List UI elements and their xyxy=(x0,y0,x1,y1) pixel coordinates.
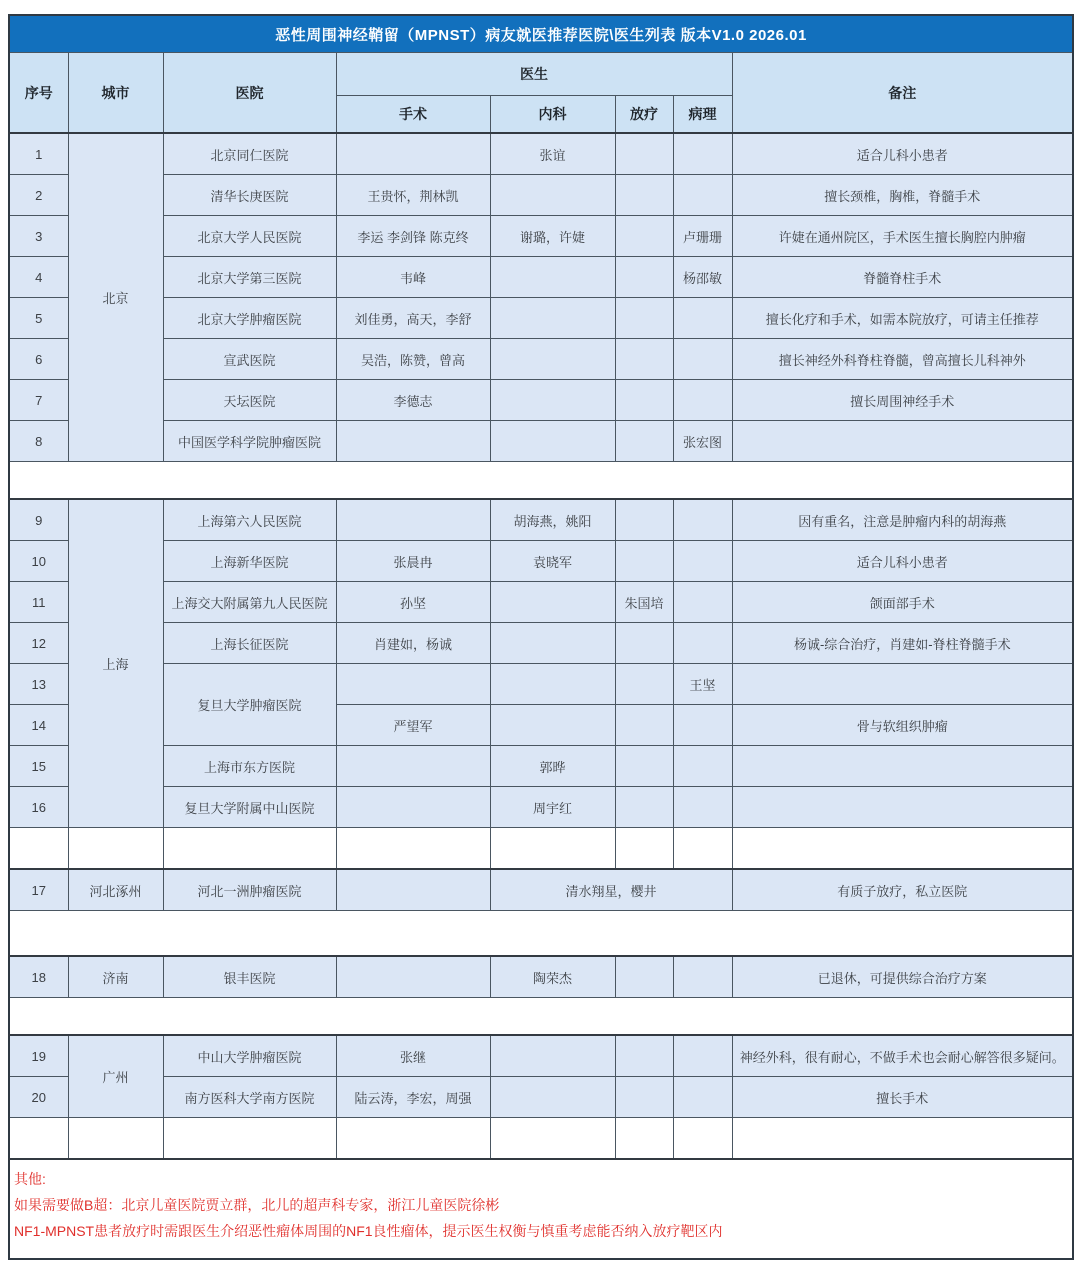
cell-internal-medicine xyxy=(490,339,615,380)
cell-radiotherapy xyxy=(615,1035,673,1077)
table-row xyxy=(9,133,1073,175)
cell-pathology xyxy=(673,623,732,664)
cell-internal-medicine: 张谊 xyxy=(490,133,615,175)
section-gap xyxy=(9,911,1073,957)
notes-other-label: 其他: xyxy=(14,1171,46,1187)
cell-internal-medicine xyxy=(490,664,615,705)
cell-pathology xyxy=(673,705,732,746)
cell-internal-medicine xyxy=(490,623,615,664)
col-header-pathology: 病理 xyxy=(673,96,732,134)
cell-pathology: 王坚 xyxy=(673,664,732,705)
cell-pathology xyxy=(673,956,732,998)
cell-hospital: 北京大学肿瘤医院 xyxy=(163,298,336,339)
table-row xyxy=(9,421,1073,462)
cell-index: 4 xyxy=(9,257,68,298)
cell-hospital: 上海第六人民医院 xyxy=(163,499,336,541)
cell-index: 6 xyxy=(9,339,68,380)
cell-radiotherapy xyxy=(615,828,673,870)
cell-radiotherapy xyxy=(615,623,673,664)
section-gap xyxy=(9,998,1073,1036)
cell-city: 上海 xyxy=(68,499,163,828)
cell-radiotherapy xyxy=(615,298,673,339)
cell-hospital: 银丰医院 xyxy=(163,956,336,998)
cell-internal-medicine xyxy=(490,257,615,298)
cell-remark xyxy=(732,1118,1073,1160)
col-header-remark: 备注 xyxy=(732,53,1073,134)
col-header-surgery: 手术 xyxy=(336,96,490,134)
cell-surgery: 李德志 xyxy=(336,380,490,421)
cell-index: 11 xyxy=(9,582,68,623)
cell-internal-medicine: 袁晓军 xyxy=(490,541,615,582)
cell-internal-medicine xyxy=(490,1077,615,1118)
cell-surgery: 严望军 xyxy=(336,705,490,746)
cell-radiotherapy xyxy=(615,380,673,421)
cell-hospital: 上海交大附属第九人民医院 xyxy=(163,582,336,623)
cell-surgery xyxy=(336,664,490,705)
cell-radiotherapy xyxy=(615,541,673,582)
cell-remark xyxy=(732,787,1073,828)
cell-remark: 适合儿科小患者 xyxy=(732,541,1073,582)
cell-radiotherapy xyxy=(615,421,673,462)
cell-radiotherapy xyxy=(615,175,673,216)
col-header-hospital: 医院 xyxy=(163,53,336,134)
cell-index: 16 xyxy=(9,787,68,828)
cell-pathology xyxy=(673,828,732,870)
cell-radiotherapy xyxy=(615,956,673,998)
table-row xyxy=(9,339,1073,380)
cell-index: 17 xyxy=(9,869,68,911)
table-row xyxy=(9,1077,1073,1118)
cell-surgery xyxy=(336,828,490,870)
cell-index: 3 xyxy=(9,216,68,257)
cell-remark: 颌面部手术 xyxy=(732,582,1073,623)
cell-surgery xyxy=(336,1118,490,1160)
cell-index: 15 xyxy=(9,746,68,787)
cell-internal-medicine: 谢璐，许婕 xyxy=(490,216,615,257)
cell-remark: 擅长神经外科脊柱脊髓，曾高擅长儿科神外 xyxy=(732,339,1073,380)
cell-pathology xyxy=(673,133,732,175)
cell-internal-medicine xyxy=(490,380,615,421)
cell-city: 北京 xyxy=(68,133,163,462)
table-row xyxy=(9,499,1073,541)
cell-surgery xyxy=(336,499,490,541)
cell-hospital: 宣武医院 xyxy=(163,339,336,380)
table-row xyxy=(9,298,1073,339)
cell-internal-medicine xyxy=(490,705,615,746)
cell-city xyxy=(68,1118,163,1160)
cell-surgery: 李运 李剑锋 陈克终 xyxy=(336,216,490,257)
cell-hospital: 中山大学肿瘤医院 xyxy=(163,1035,336,1077)
cell-pathology xyxy=(673,380,732,421)
cell-hospital: 北京大学第三医院 xyxy=(163,257,336,298)
cell-index: 18 xyxy=(9,956,68,998)
cell-remark: 有质子放疗，私立医院 xyxy=(732,869,1073,911)
cell-remark: 神经外科，很有耐心，不做手术也会耐心解答很多疑问。 xyxy=(732,1035,1073,1077)
cell-index: 13 xyxy=(9,664,68,705)
cell-index: 7 xyxy=(9,380,68,421)
col-header-doctor-group: 医生 xyxy=(336,53,732,96)
cell-internal-medicine xyxy=(490,175,615,216)
cell-remark: 杨诚-综合治疗，肖建如-脊柱脊髓手术 xyxy=(732,623,1073,664)
cell-remark: 擅长化疗和手术，如需本院放疗，可请主任推荐 xyxy=(732,298,1073,339)
footer-notes xyxy=(9,1159,1073,1259)
cell-internal-medicine: 胡海燕，姚阳 xyxy=(490,499,615,541)
cell-surgery: 陆云涛，李宏，周强 xyxy=(336,1077,490,1118)
table-row xyxy=(9,257,1073,298)
cell-radiotherapy xyxy=(615,257,673,298)
cell-index: 1 xyxy=(9,133,68,175)
cell-remark xyxy=(732,421,1073,462)
title-bar xyxy=(9,15,1073,53)
cell-index: 20 xyxy=(9,1077,68,1118)
cell-pathology xyxy=(673,339,732,380)
page-title: 恶性周围神经鞘留（MPNST）病友就医推荐医院\医生列表 版本V1.0 2026.01 xyxy=(9,15,1073,53)
table-row xyxy=(9,175,1073,216)
table-row xyxy=(9,541,1073,582)
cell-surgery: 王贵怀，荆林凯 xyxy=(336,175,490,216)
table-row xyxy=(9,582,1073,623)
cell-radiotherapy xyxy=(615,499,673,541)
cell-pathology xyxy=(673,541,732,582)
section-gap xyxy=(9,462,1073,500)
cell-surgery: 张继 xyxy=(336,1035,490,1077)
cell-pathology xyxy=(673,1077,732,1118)
cell-radiotherapy xyxy=(615,1118,673,1160)
cell-surgery xyxy=(336,133,490,175)
cell-surgery: 韦峰 xyxy=(336,257,490,298)
table-row xyxy=(9,787,1073,828)
cell-hospital: 中国医学科学院肿瘤医院 xyxy=(163,421,336,462)
cell-hospital: 清华长庚医院 xyxy=(163,175,336,216)
cell-pathology xyxy=(673,1118,732,1160)
cell-hospital xyxy=(163,1118,336,1160)
cell-surgery xyxy=(336,787,490,828)
cell-surgery: 孙坚 xyxy=(336,582,490,623)
cell-surgery: 肖建如，杨诚 xyxy=(336,623,490,664)
cell-surgery: 张晨冉 xyxy=(336,541,490,582)
table-row xyxy=(9,746,1073,787)
cell-surgery xyxy=(336,869,490,911)
cell-pathology: 杨邵敏 xyxy=(673,257,732,298)
cell-index xyxy=(9,1118,68,1160)
cell-hospital: 河北一洲肿瘤医院 xyxy=(163,869,336,911)
cell-remark: 擅长手术 xyxy=(732,1077,1073,1118)
table-row xyxy=(9,664,1073,705)
cell-surgery: 刘佳勇，高天，李舒 xyxy=(336,298,490,339)
cell-pathology xyxy=(673,1035,732,1077)
cell-radiotherapy xyxy=(615,664,673,705)
cell-hospital: 南方医科大学南方医院 xyxy=(163,1077,336,1118)
col-header-city: 城市 xyxy=(68,53,163,134)
table-row xyxy=(9,869,1073,911)
cell-radiotherapy xyxy=(615,216,673,257)
cell-hospital xyxy=(163,828,336,870)
cell-remark xyxy=(732,746,1073,787)
cell-radiotherapy xyxy=(615,133,673,175)
cell-remark: 适合儿科小患者 xyxy=(732,133,1073,175)
cell-internal-medicine xyxy=(490,1035,615,1077)
cell-remark: 骨与软组织肿瘤 xyxy=(732,705,1073,746)
cell-index: 14 xyxy=(9,705,68,746)
cell-hospital: 天坛医院 xyxy=(163,380,336,421)
cell-pathology xyxy=(673,499,732,541)
table-row xyxy=(9,623,1073,664)
cell-internal-medicine: 周宇红 xyxy=(490,787,615,828)
cell-remark: 擅长周围神经手术 xyxy=(732,380,1073,421)
cell-remark: 已退休，可提供综合治疗方案 xyxy=(732,956,1073,998)
cell-index: 2 xyxy=(9,175,68,216)
hospital-doctor-table xyxy=(8,14,1074,1260)
empty-row xyxy=(9,828,1073,870)
cell-index: 8 xyxy=(9,421,68,462)
cell-pathology: 卢珊珊 xyxy=(673,216,732,257)
header-row-1 xyxy=(9,53,1073,96)
col-header-index: 序号 xyxy=(9,53,68,134)
cell-city: 广州 xyxy=(68,1035,163,1118)
cell-radiotherapy: 朱国培 xyxy=(615,582,673,623)
cell-hospital: 北京同仁医院 xyxy=(163,133,336,175)
cell-hospital: 复旦大学肿瘤医院 xyxy=(163,664,336,746)
table-row xyxy=(9,216,1073,257)
cell-radiotherapy xyxy=(615,746,673,787)
cell-index: 10 xyxy=(9,541,68,582)
cell-pathology xyxy=(673,582,732,623)
table-row xyxy=(9,956,1073,998)
empty-row xyxy=(9,1118,1073,1160)
cell-surgery xyxy=(336,956,490,998)
cell-internal-medicine xyxy=(490,298,615,339)
cell-pathology xyxy=(673,787,732,828)
cell-index: 12 xyxy=(9,623,68,664)
cell-radiotherapy xyxy=(615,1077,673,1118)
cell-hospital: 北京大学人民医院 xyxy=(163,216,336,257)
notes-line-ultrasound: 如果需要做B超：北京儿童医院贾立群，北儿的超声科专家，浙江儿童医院徐彬 xyxy=(14,1197,500,1213)
cell-remark: 许婕在通州院区，手术医生擅长胸腔内肿瘤 xyxy=(732,216,1073,257)
cell-surgery xyxy=(336,421,490,462)
cell-hospital: 复旦大学附属中山医院 xyxy=(163,787,336,828)
cell-remark xyxy=(732,828,1073,870)
cell-internal-medicine xyxy=(490,828,615,870)
cell-internal-medicine xyxy=(490,1118,615,1160)
cell-index xyxy=(9,828,68,870)
notes-line-nf1: NF1-MPNST患者放疗时需跟医生介绍恶性瘤体周围的NF1良性瘤体，提示医生权衡与慎重考虑能否纳入放疗靶区内 xyxy=(14,1223,723,1239)
cell-pathology xyxy=(673,298,732,339)
cell-index: 5 xyxy=(9,298,68,339)
col-header-radiotherapy: 放疗 xyxy=(615,96,673,134)
cell-pathology: 张宏图 xyxy=(673,421,732,462)
cell-index: 9 xyxy=(9,499,68,541)
cell-remark: 擅长颈椎，胸椎，脊髓手术 xyxy=(732,175,1073,216)
cell-remark: 因有重名，注意是肿瘤内科的胡海燕 xyxy=(732,499,1073,541)
cell-hospital: 上海新华医院 xyxy=(163,541,336,582)
cell-city: 河北涿州 xyxy=(68,869,163,911)
cell-remark xyxy=(732,664,1073,705)
cell-radiotherapy xyxy=(615,787,673,828)
cell-radiotherapy xyxy=(615,339,673,380)
cell-index: 19 xyxy=(9,1035,68,1077)
cell-internal-medicine: 郭晔 xyxy=(490,746,615,787)
cell-internal-medicine xyxy=(490,421,615,462)
cell-city xyxy=(68,828,163,870)
table-row xyxy=(9,380,1073,421)
cell-surgery xyxy=(336,746,490,787)
cell-doctors-merged: 清水翔星，樱井 xyxy=(490,869,732,911)
cell-hospital: 上海市东方医院 xyxy=(163,746,336,787)
cell-city: 济南 xyxy=(68,956,163,998)
cell-internal-medicine xyxy=(490,582,615,623)
table-row xyxy=(9,1035,1073,1077)
cell-surgery: 吴浩，陈赞，曾高 xyxy=(336,339,490,380)
cell-internal-medicine: 陶荣杰 xyxy=(490,956,615,998)
cell-pathology xyxy=(673,175,732,216)
cell-pathology xyxy=(673,746,732,787)
cell-hospital: 上海长征医院 xyxy=(163,623,336,664)
cell-remark: 脊髓脊柱手术 xyxy=(732,257,1073,298)
col-header-internal-medicine: 内科 xyxy=(490,96,615,134)
cell-radiotherapy xyxy=(615,705,673,746)
